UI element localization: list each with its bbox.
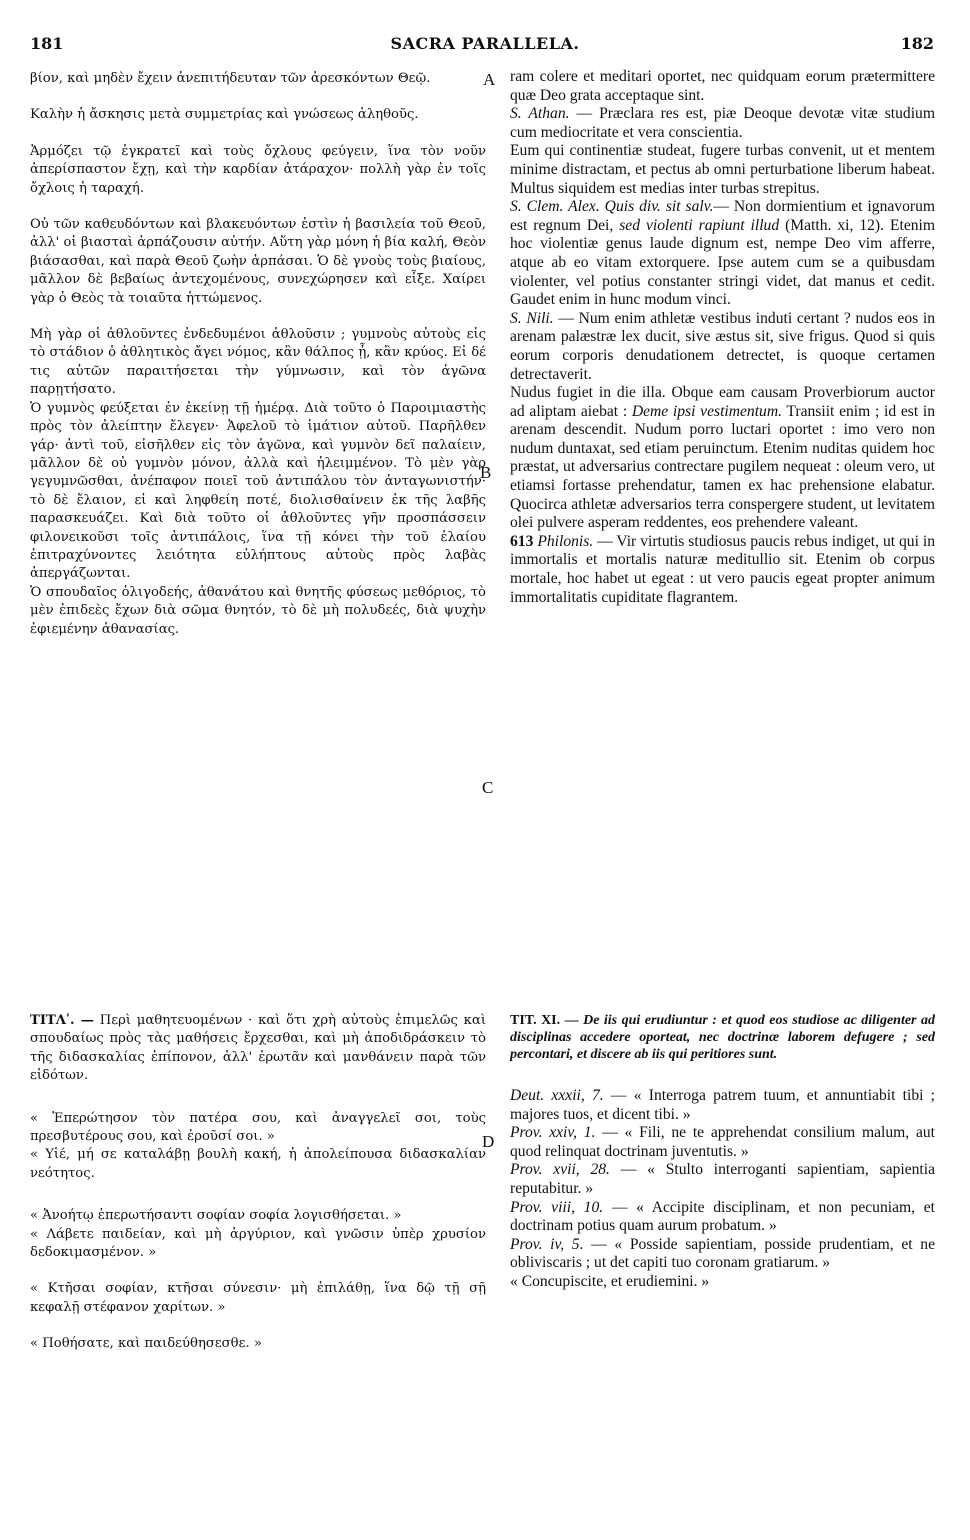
greek-quote: « Ἐπερώτησον τὸν πατέρα σου, καὶ ἀναγγελεῖ σοι, τοὺς πρεσβυτέρους σου, καὶ ἐροῦσί σοι. » bbox=[30, 1110, 486, 1145]
source-reference: Philonis. bbox=[533, 532, 594, 550]
greek-paragraph: Ὁ σπουδαῖος ὀλιγοδεής, ἀθανάτου καὶ θνητῆς φύσεως μεθόριος, τὸ μὲν ἐπιδεὲς ἔχων διὰ σῶμα θνητόν, τὸ δὲ μὴ πολυδεές, διὰ ψυχὴν ἐφιεμένην ἀθανασίας. bbox=[30, 584, 486, 637]
latin-quote: Prov. iv, 5. — « Posside sapientiam, posside prudentiam, et ne obliviscaris ; ut det capiti tuo coronam gratiarum. » bbox=[510, 1235, 935, 1272]
greek-paragraph: Καλὴν ἡ ἄσκησις μετὰ συμμετρίας καὶ γνώσεως ἀληθοῦς. bbox=[30, 107, 419, 123]
scripture-reference: Deut. xxxii, 7. bbox=[510, 1087, 604, 1104]
latin-quote: Deut. xxxii, 7. — « Interroga patrem tuum, et annuntiabit tibi ; majores tuos, et dicent tibi. » bbox=[510, 1087, 935, 1123]
greek-paragraph: Ὁ γυμνὸς φεύξεται ἐν ἐκείνῃ τῇ ἡμέρᾳ. Διὰ τοῦτο ὁ Παροιμιαστὴς πρὸς τὸν ἀλείπτην ἔλεγεν· Ἀφελοῦ τὸ ἱμάτιον αὐτοῦ. Παρῆλθεν γάρ· ἀντὶ τοῦ, εἰσῆλθεν εἰς τὸν ἀγῶνα, καὶ γυμνὸν δεῖ παλαίειν, μᾶλλον δὲ οὐ γυμνὸν μόνον, ἀλλὰ καὶ ἠλειμμένον. Τὸ μὲν γὰρ γεγυμνῶσθαι, ἀνέπαφον ποιεῖ τοῦ ἀντιπάλου τὸν ἀνταγωνιστήν· τὸ δὲ ἔλαιον, εἰ καὶ ληφθείη ποτέ, διολισθαίνειν ἐκ τῆς λαβῆς παρασκευάζει. Καὶ διὰ τοῦτο οἱ ἀθλοῦντες γῆν προσπάσσειν φιλονεικοῦσι τοῖς ἀντιπάλοις, ἵνα τῇ κόνει τὴν τοῦ ἐλαίου ἐπιτραχύνοντες λειότητα εὐλήπτους αὐτοὺς πρὸς λαβὰς ἀπεργάζωνται. bbox=[30, 400, 486, 582]
greek-quote: « Υἱέ, μή σε καταλάβῃ βουλὴ κακή, ἡ ἀπολείπουσα διδασκαλίαν νεότητος. bbox=[30, 1147, 486, 1181]
latin-paragraph: Eum qui continentiæ studeat, fugere turbas convenit, ut et mentem minime distractam, et pectus ab omni perturbatione liberum habeat. Multus siquidem est medias inter turbas strepitus. bbox=[510, 142, 935, 197]
greek-quote: « Λάβετε παιδείαν, καὶ μὴ ἀργύριον, καὶ γνῶσιν ὑπὲρ χρυσίον δεδοκιμασμένον. » bbox=[30, 1226, 486, 1261]
margin-letter-d: D bbox=[482, 1132, 495, 1151]
greek-paragraph: βίον, καὶ μηδὲν ἔχειν ἀνεπιτήδευταν τῶν ἀρεσκόντων Θεῷ. bbox=[30, 71, 431, 86]
latin-quote: Prov. viii, 10. — « Accipite disciplinam, et non pecuniam, et doctrinam potius quam aurum probatum. » bbox=[510, 1198, 935, 1235]
latin-column-lower bbox=[510, 1012, 935, 1512]
margin-letter-b: B bbox=[480, 463, 492, 482]
latin-paragraph: 613 Philonis. — Vir virtutis studiosus paucis rebus indiget, ut qui in immortalis et mortalis naturæ meditullio sit. Etenim ob corpus mortale, hoc habet ut egeat : ut vero paucis egeat propter animum immortalitatis cupiditate flagrantem. bbox=[510, 532, 935, 606]
latin-paragraph: S. Nili. — Num enim athletæ vestibus induti certant ? nudos eos in arenam palæstræ lex ducit, sive æstus sit, sive frigus. Quod si quis eorum corporis denudationem detrectet, is quoque certamen detrectaverit. bbox=[510, 309, 935, 383]
greek-paragraph: Οὐ τῶν καθευδόντων καὶ βλακευόντων ἐστὶν ἡ βασιλεία τοῦ Θεοῦ, ἀλλ' οἱ βιασταὶ ἁρπάζουσιν αὐτήν. Αὕτη γὰρ μόνη ἡ βία καλή, Θεὸν βιάσασθαι, καὶ παρὰ Θεοῦ ζωὴν ἁρπάσαι. Ὁ δὲ γνοὺς τοὺς βιαίους, μᾶλλον δὲ βεβαίως ἀντεχομένους, συνεχώρησεν καὶ εἶξε. Χαίρει γὰρ ὁ Θεὸς τὰ τοιαῦτα ἡττώμενος. bbox=[30, 217, 486, 306]
source-reference: S. Athan. bbox=[510, 105, 570, 123]
scripture-reference: Prov. viii, 10. bbox=[510, 1198, 604, 1216]
page-number-left: 181 bbox=[30, 34, 64, 53]
scripture-reference: Prov. iv, 5. bbox=[510, 1235, 584, 1253]
scripture-reference: Prov. xvii, 28. bbox=[510, 1161, 610, 1179]
latin-paragraph: S. Clem. Alex. Quis div. sit salv.— Non dormientium et ignavorum est regnum Dei, sed violenti rapiunt illud (Matth. xi, 12). Etenim hoc violentiæ genus laude dignum est, nempe Deo vim afferre, atque ab eo vitam extorquere. Ipse autem cum se a quibusdam violenter, vel potius constanter stringi videt, dat manus et cedit. Gaudet enim in hunc modum vinci. bbox=[510, 198, 935, 309]
margin-letter-a: A bbox=[483, 70, 496, 89]
source-reference: S. Nili. bbox=[510, 309, 554, 327]
greek-paragraph: Μὴ γὰρ οἱ ἀθλοῦντες ἐνδεδυμένοι ἀθλοῦσιν ; γυμνοὺς αὐτοὺς εἰς τὸ στάδιον ὁ ἀθλητικὸς ἄγει νόμος, κἂν θάλπος ᾖ, κἂν κρύος. Εἰ δέ τις αὐτῶν παραιτήσεται τὴν γύμνωσιν, καὶ τὸν ἀγῶνα παρῃτήσατο. bbox=[30, 327, 486, 398]
greek-column-lower bbox=[30, 1012, 486, 1512]
title-label: TIT. XI. — bbox=[510, 1013, 579, 1028]
latin-quote: Prov. xxiv, 1. — « Fili, ne te apprehendat consilium malum, aut quod relinquat doctrinam juventutis. » bbox=[510, 1124, 935, 1160]
running-title: SACRA PARALLELA. bbox=[390, 34, 580, 53]
latin-quote: Prov. xvii, 28. — « Stulto interroganti sapientiam, sapientia reputabitur. » bbox=[510, 1161, 935, 1197]
title-label: ΤΙΤΛʹ. — bbox=[30, 1013, 94, 1028]
greek-title: ΤΙΤΛʹ. — Περὶ μαθητευομένων · καὶ ὅτι χρὴ αὐτοὺς ἐπιμελῶς καὶ σπουδαίως πρὸς τὰς μαθήσεις ἔρχεσθαι, καὶ μὴ ἀποδιδράσκειν τὸ τῆς διδασκαλίας ἐπίπονον, ἀλλ' ἐρωτᾶν καὶ μανθάνειν παρὰ τῶν εἰδότων. bbox=[30, 1013, 486, 1084]
page-header bbox=[0, 34, 970, 58]
greek-paragraph: Ἁρμόζει τῷ ἐγκρατεῖ καὶ τοὺς ὄχλους φεύγειν, ἵνα τὸν νοῦν ἀπερίσπαστον ἔχῃ, καὶ τὴν καρδίαν ἀτάραχον· πολλὴ γὰρ ἐν τοῖς ὄχλοις ἡ ταραχή. bbox=[30, 143, 486, 196]
latin-title: TIT. XI. — De iis qui erudiuntur : et quod eos studiose ac diligenter ad disciplinas accedere oporteat, nec doctrinæ laborem defugere ; sed percontari, et discere ab iis qui peritiores sunt. bbox=[510, 1013, 935, 1062]
margin-letter-c: C bbox=[482, 778, 494, 797]
latin-quote: « Concupiscite, et erudiemini. » bbox=[510, 1272, 710, 1290]
greek-quote: « Ποθήσατε, καὶ παιδεύθησεσθε. » bbox=[30, 1336, 262, 1352]
scripture-reference: Prov. xxiv, 1. bbox=[510, 1124, 596, 1142]
fragment-number: 613 bbox=[510, 532, 534, 550]
greek-column-upper bbox=[30, 70, 486, 980]
source-reference: S. Clem. Alex. Quis div. sit salv. bbox=[510, 198, 714, 216]
latin-paragraph: S. Athan. — Præclara res est, piæ Deoque devotæ vitæ studium cum mediocritate et vera conscientia. bbox=[510, 105, 935, 141]
latin-paragraph: ram colere et meditari oportet, nec quidquam eorum prætermittere quæ Deo grata acceptaque sint. bbox=[510, 68, 935, 104]
latin-paragraph: Nudus fugiet in die illa. Obque eam causam Proverbiorum auctor ad aliptam aiebat : Deme ipsi vestimentum. Transiit enim ; id est in arenam descendit. Nudum porro luctari oportet : imo vero non nudum duntaxat, sed etiam peruinctum. Etenim nuditas quidem hoc præstat, ut adversarius contrectare pugilem nequeat : oleum vero, ut etiamsi fortasse prehendatur, tamen ex hac prehensione elabatur. Quocirca athletæ adversarios terra conspergere student, ut levitatem olei pulvere asperam reddentes, eos prehendere valeant. bbox=[510, 384, 935, 532]
page-number-right: 182 bbox=[900, 34, 934, 53]
greek-quote: « Ἀνοήτῳ ἐπερωτήσαντι σοφίαν σοφία λογισθήσεται. » bbox=[30, 1208, 402, 1224]
latin-column-upper bbox=[510, 68, 935, 988]
greek-quote: « Κτῆσαι σοφίαν, κτῆσαι σύνεσιν· μὴ ἐπιλάθῃ, ἵνα δῷ τῇ σῇ κεφαλῇ στέφανον χαρίτων. » bbox=[30, 1281, 486, 1315]
